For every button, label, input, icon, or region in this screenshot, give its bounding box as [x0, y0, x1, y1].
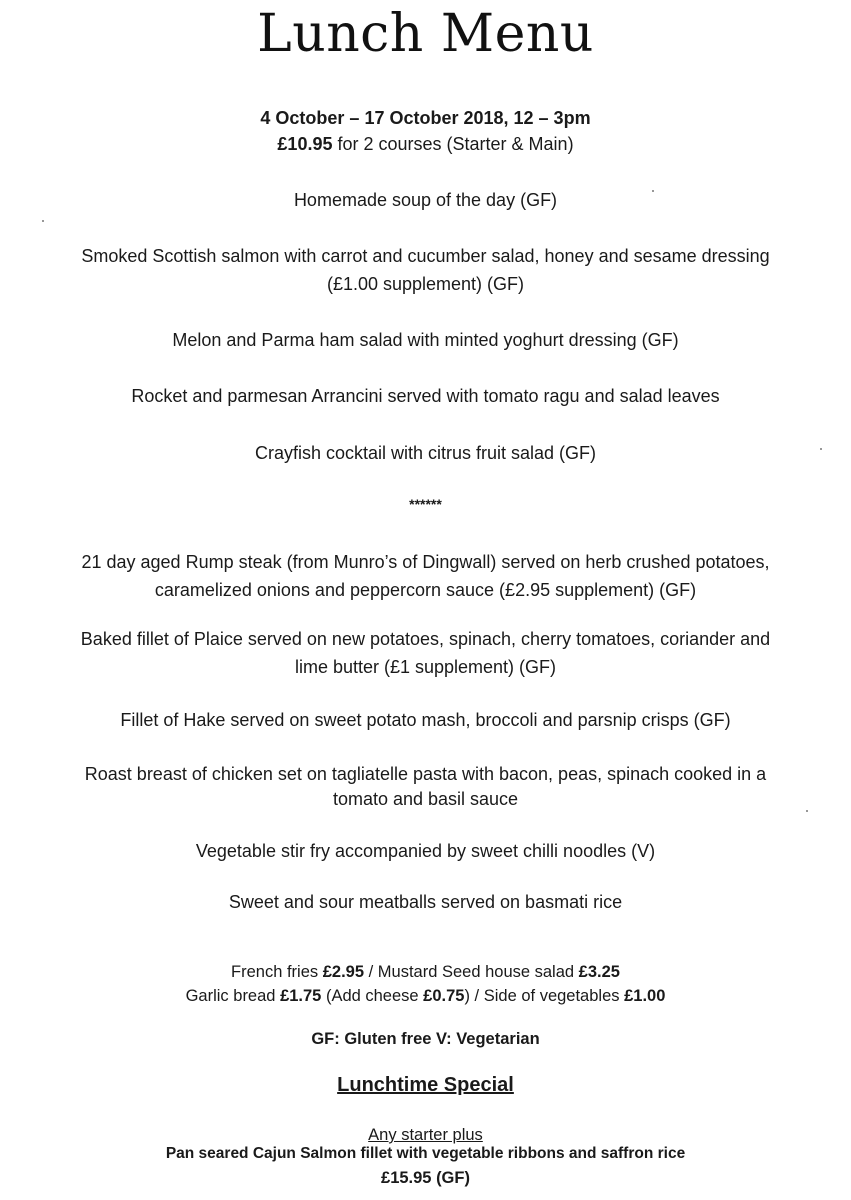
special-main: Pan seared Cajun Salmon fillet with vegetable ribbons and saffron rice: [165, 1145, 686, 1162]
scan-speck: [806, 810, 808, 812]
side-separator: /: [469, 987, 484, 1005]
side-veg-label: Side of vegetables: [483, 987, 625, 1005]
dietary-key: GF: Gluten free V: Vegetarian: [311, 1030, 540, 1048]
scan-speck: [820, 448, 822, 450]
main-item-continued: tomato and basil sauce: [332, 789, 519, 809]
main-item-continued: caramelized onions and peppercorn sauce (£2.95 supplement) (GF): [154, 580, 697, 600]
course-divider: ******: [409, 496, 442, 512]
menu-price-line: [0, 130, 851, 158]
side-salad-label: Mustard Seed house salad: [377, 963, 579, 981]
side-veg-price: £1.00: [624, 987, 666, 1005]
starter-item: Crayfish cocktail with citrus fruit salad (GF): [254, 443, 597, 463]
side-cheese-close: ): [464, 987, 470, 1005]
scan-speck: [42, 220, 44, 222]
starter-item: Homemade soup of the day (GF): [293, 190, 558, 210]
starter-item: Smoked Scottish salmon with carrot and cucumber salad, honey and sesame dressing: [81, 246, 770, 266]
side-fries-price: £2.95: [322, 963, 365, 981]
main-item: Baked fillet of Plaice served on new potatoes, spinach, cherry tomatoes, coriander and: [80, 629, 771, 649]
side-salad-price: £3.25: [578, 963, 620, 981]
menu-price-text: for 2 courses (Starter & Main): [332, 134, 574, 154]
side-separator: /: [364, 963, 378, 981]
main-item: Fillet of Hake served on sweet potato mash, broccoli and parsnip crisps (GF): [120, 710, 731, 730]
scan-speck: [652, 190, 654, 192]
starter-item: Rocket and parmesan Arrancini served with tomato ragu and salad leaves: [131, 386, 720, 406]
special-subtitle: Any starter plus: [368, 1126, 483, 1144]
menu-price: £10.95: [277, 134, 333, 154]
page-title: Lunch Menu: [257, 4, 594, 64]
side-fries-label: French fries: [231, 963, 323, 981]
side-cheese-price: £0.75: [423, 987, 465, 1005]
main-item: 21 day aged Rump steak (from Munro’s of Dingwall) served on herb crushed potatoes,: [81, 552, 770, 572]
special-price: £15.95 (GF): [381, 1169, 470, 1187]
main-item: Sweet and sour meatballs served on basmati rice: [228, 892, 623, 912]
main-item: Roast breast of chicken set on tagliatelle pasta with bacon, peas, spinach cooked in a: [84, 764, 767, 784]
main-item-continued: lime butter (£1 supplement) (GF): [294, 657, 557, 677]
sides-line-2: [0, 982, 851, 1010]
starter-item-continued: (£1.00 supplement) (GF): [326, 274, 525, 294]
special-title: Lunchtime Special: [337, 1074, 514, 1096]
menu-dates: 4 October – 17 October 2018, 12 – 3pm: [260, 108, 591, 128]
side-garlic-price: £1.75: [280, 987, 322, 1005]
side-garlic-label: Garlic bread: [185, 987, 281, 1005]
side-cheese-open: (Add cheese: [321, 987, 424, 1005]
starter-item: Melon and Parma ham salad with minted yoghurt dressing (GF): [172, 330, 679, 350]
main-item: Vegetable stir fry accompanied by sweet chilli noodles (V): [195, 841, 656, 861]
